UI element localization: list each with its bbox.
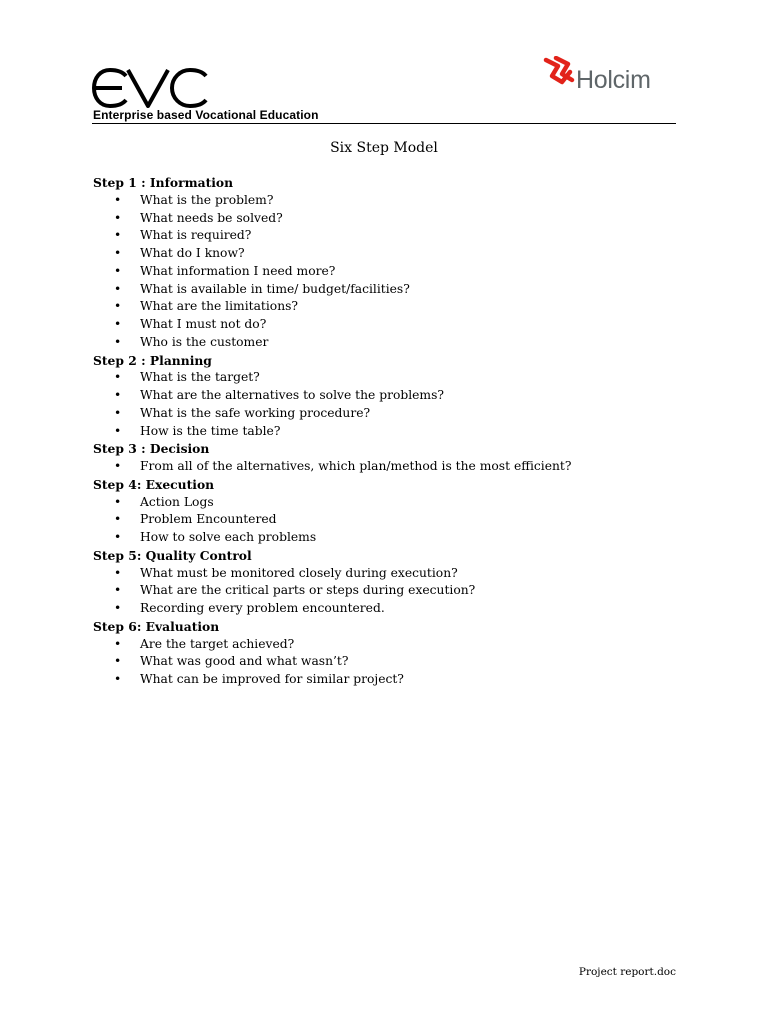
list-item-text: Problem Encountered <box>140 512 277 527</box>
list-item-text: Who is the customer <box>140 334 269 349</box>
step-title: Step 3 : Decision <box>93 441 210 457</box>
bullet-icon: • <box>114 388 122 402</box>
bullet-icon: • <box>114 672 122 686</box>
bullet-icon: • <box>114 210 122 225</box>
evc-logo <box>92 68 208 108</box>
bullet-icon: • <box>114 459 122 473</box>
list-item-text: What is available in time/ budget/facilities? <box>140 281 410 296</box>
list-item <box>93 227 693 245</box>
list-item-text: What are the alternatives to solve the problems? <box>140 388 444 402</box>
bullet-icon: • <box>114 423 122 438</box>
page-header <box>92 62 676 126</box>
list-item-text: Action Logs <box>140 494 214 509</box>
bullet-icon: • <box>114 565 122 580</box>
list-item-text: What are the critical parts or steps during execution? <box>140 583 476 598</box>
document-title: Six Step Model <box>330 140 438 156</box>
bullet-icon: • <box>114 299 122 314</box>
bullet-icon: • <box>114 636 122 651</box>
step-item-list <box>93 636 693 689</box>
step-item-list <box>93 565 693 618</box>
list-item-text: What is the safe working procedure? <box>140 405 371 420</box>
list-item-text: From all of the alternatives, which plan/method is the most efficient? <box>140 459 572 473</box>
bullet-icon: • <box>114 228 122 243</box>
list-item <box>93 511 693 529</box>
header-rule <box>92 123 676 124</box>
list-item <box>93 494 693 512</box>
list-item <box>93 210 693 228</box>
step-title: Step 1 : Information <box>93 175 234 190</box>
bullet-icon: • <box>114 494 122 509</box>
list-item <box>93 245 693 263</box>
step-title: Step 6: Evaluation <box>93 618 220 634</box>
step-title: Step 5: Quality Control <box>93 547 252 563</box>
list-item <box>93 316 693 334</box>
list-item-text: How is the time table? <box>140 423 281 438</box>
bullet-icon: • <box>114 192 122 207</box>
step-item-list <box>93 192 693 352</box>
holcim-mark-icon <box>542 56 578 96</box>
bullet-icon: • <box>114 281 122 296</box>
list-item-text: What is the problem? <box>140 192 274 207</box>
list-item-text: What do I know? <box>140 246 245 260</box>
bullet-icon: • <box>114 512 122 527</box>
holcim-wordmark: Holcim <box>576 66 651 94</box>
list-item <box>93 263 693 281</box>
list-item-text: What was good and what wasn’t? <box>140 654 349 669</box>
list-item <box>93 458 693 476</box>
footer-filename: Project report.doc <box>578 966 676 978</box>
list-item-text: What is required? <box>140 228 252 243</box>
list-item <box>93 582 693 600</box>
list-item <box>93 298 693 316</box>
bullet-icon: • <box>114 263 122 278</box>
holcim-logo <box>542 56 662 104</box>
list-item-text: What is the target? <box>140 370 260 385</box>
steps-list <box>93 174 693 689</box>
list-item <box>93 565 693 583</box>
bullet-icon: • <box>114 317 122 331</box>
list-item-text: What can be improved for similar project? <box>140 672 404 686</box>
step-item-list <box>93 494 693 547</box>
step-title: Step 4: Execution <box>93 476 215 492</box>
list-item-text: What are the limitations? <box>140 299 299 314</box>
bullet-icon: • <box>114 334 122 349</box>
list-item <box>93 387 693 405</box>
list-item <box>93 405 693 423</box>
list-item <box>93 600 693 618</box>
list-item <box>93 671 693 689</box>
list-item <box>93 423 693 441</box>
list-item-text: What must be monitored closely during execution? <box>140 565 458 580</box>
bullet-icon: • <box>114 654 122 669</box>
list-item <box>93 334 693 352</box>
step-title: Step 2 : Planning <box>93 352 212 368</box>
bullet-icon: • <box>114 370 122 385</box>
list-item <box>93 281 693 299</box>
step-item-list <box>93 458 693 476</box>
org-name: Enterprise based Vocational Education <box>93 108 319 122</box>
list-item <box>93 529 693 547</box>
list-item-text: How to solve each problems <box>140 530 317 544</box>
bullet-icon: • <box>114 405 122 420</box>
list-item-text: Are the target achieved? <box>140 636 295 651</box>
bullet-icon: • <box>114 601 122 615</box>
list-item <box>93 369 693 387</box>
bullet-icon: • <box>114 246 122 260</box>
list-item <box>93 653 693 671</box>
list-item-text: What I must not do? <box>140 317 267 331</box>
bullet-icon: • <box>114 583 122 598</box>
list-item-text: What needs be solved? <box>140 210 283 225</box>
list-item <box>93 636 693 654</box>
list-item-text: What information I need more? <box>140 263 336 278</box>
list-item-text: Recording every problem encountered. <box>140 601 385 615</box>
step-item-list <box>93 369 693 440</box>
list-item <box>93 192 693 210</box>
bullet-icon: • <box>114 530 122 544</box>
